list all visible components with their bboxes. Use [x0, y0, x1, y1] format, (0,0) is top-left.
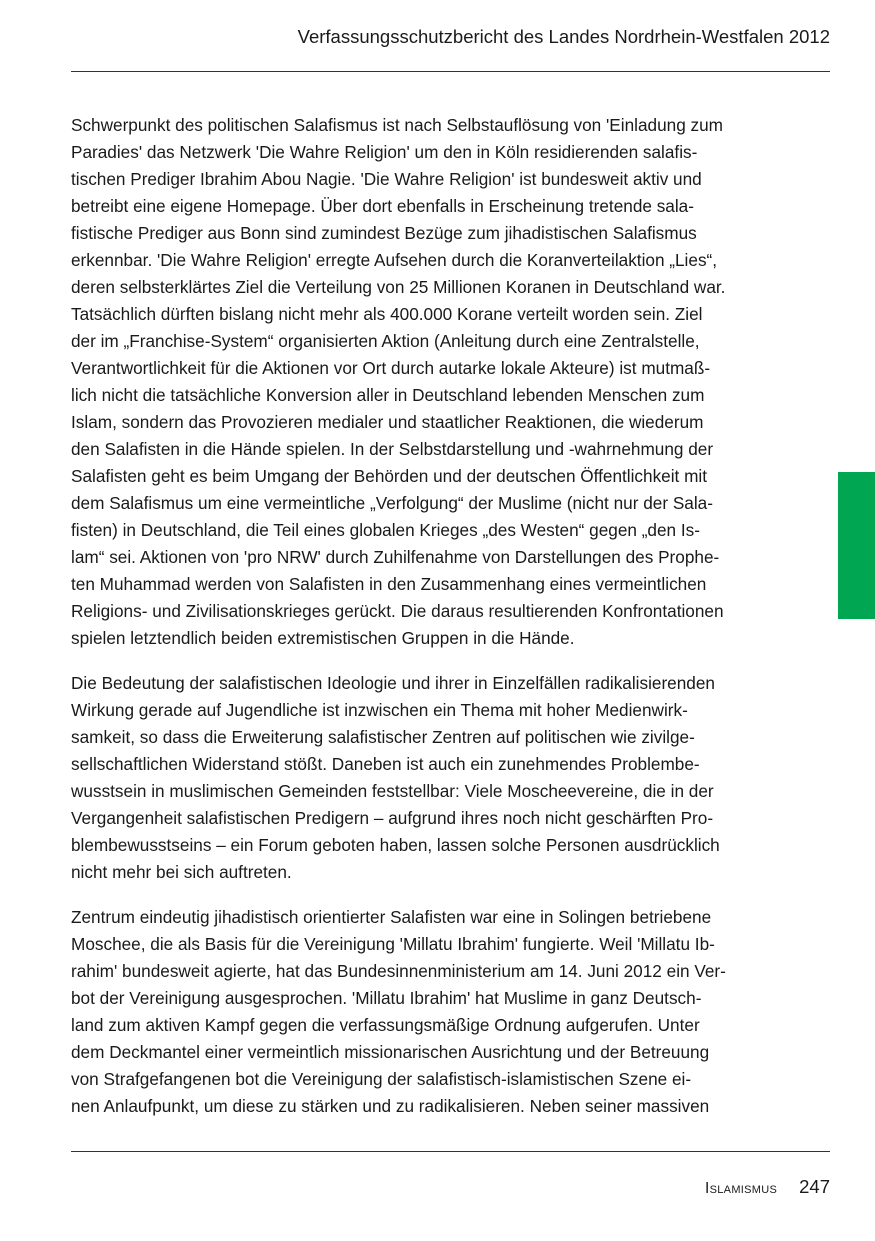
text-line: Paradies' das Netzwerk 'Die Wahre Religion' um den in Köln residierenden salafis-: [71, 142, 698, 162]
text-line: dem Salafismus um eine vermeintliche „Verfolgung“ der Muslime (nicht nur der Sala-: [71, 493, 713, 513]
text-line: den Salafisten in die Hände spielen. In der Selbstdarstellung und -wahrnehmung der: [71, 439, 714, 459]
footer-rule: [71, 1151, 830, 1152]
running-footer: [705, 1176, 830, 1198]
text-line: Moschee, die als Basis für die Vereinigung 'Millatu Ibrahim' fungierte. Weil 'Millatu Ib-: [71, 934, 715, 954]
text-line: nicht mehr bei sich auftreten.: [71, 862, 292, 882]
text-line: tischen Prediger Ibrahim Abou Nagie. 'Die Wahre Religion' ist bundesweit aktiv und: [71, 169, 702, 189]
text-line: lam“ sei. Aktionen von 'pro NRW' durch Zuhilfenahme von Darstellungen des Prophe-: [71, 547, 720, 567]
text-line: Islam, sondern das Provozieren medialer und staatlicher Reaktionen, die wiederum: [71, 412, 704, 432]
body-text: [71, 112, 787, 1138]
text-line: bot der Vereinigung ausgesprochen. 'Millatu Ibrahim' hat Muslime in ganz Deutsch-: [71, 988, 702, 1008]
text-line: erkennbar. 'Die Wahre Religion' erregte Aufsehen durch die Koranverteilaktion „Lies“,: [71, 250, 718, 270]
text-line: Wirkung gerade auf Jugendliche ist inzwischen ein Thema mit hoher Medienwirk-: [71, 700, 688, 720]
section-name: Islamismus: [705, 1180, 778, 1197]
text-line: Die Bedeutung der salafistischen Ideologie und ihrer in Einzelfällen radikalisierenden: [71, 673, 715, 693]
paragraph: [71, 112, 787, 652]
text-line: rahim' bundesweit agierte, hat das Bundesinnenministerium am 14. Juni 2012 ein Ver-: [71, 961, 726, 981]
text-line: Tatsächlich dürften bislang nicht mehr als 400.000 Korane verteilt worden sein. Ziel: [71, 304, 703, 324]
text-line: von Strafgefangenen bot die Vereinigung der salafistisch-islamistischen Szene ei-: [71, 1069, 692, 1089]
text-line: spielen letztendlich beiden extremistischen Gruppen in die Hände.: [71, 628, 575, 648]
chapter-tab-marker: [838, 472, 875, 619]
header-rule: [71, 71, 830, 72]
paragraph: [71, 670, 787, 886]
text-line: samkeit, so dass die Erweiterung salafistischer Zentren auf politischen wie zivilge-: [71, 727, 695, 747]
text-line: Salafisten geht es beim Umgang der Behörden und der deutschen Öffentlichkeit mit: [71, 466, 707, 486]
page-number: 247: [799, 1176, 830, 1197]
text-line: Zentrum eindeutig jihadistisch orientierter Salafisten war eine in Solingen betriebene: [71, 907, 712, 927]
paragraph: [71, 904, 787, 1120]
text-line: sellschaftlichen Widerstand stößt. Daneben ist auch ein zunehmendes Problembe-: [71, 754, 700, 774]
text-line: der im „Franchise-System“ organisierten Aktion (Anleitung durch eine Zentralstelle,: [71, 331, 700, 351]
text-line: Verantwortlichkeit für die Aktionen vor Ort durch autarke lokale Akteure) ist mutmaß-: [71, 358, 711, 378]
text-line: fistische Prediger aus Bonn sind zumindest Bezüge zum jihadistischen Salafismus: [71, 223, 697, 243]
text-line: fisten) in Deutschland, die Teil eines globalen Krieges „des Westen“ gegen „den Is-: [71, 520, 700, 540]
text-line: dem Deckmantel einer vermeintlich missionarischen Ausrichtung und der Betreuung: [71, 1042, 710, 1062]
text-line: wusstsein in muslimischen Gemeinden feststellbar: Viele Moscheevereine, die in der: [71, 781, 714, 801]
text-line: lich nicht die tatsächliche Konversion aller in Deutschland lebenden Menschen zum: [71, 385, 705, 405]
text-line: Vergangenheit salafistischen Predigern – aufgrund ihres noch nicht geschärften Pro-: [71, 808, 714, 828]
text-line: nen Anlaufpunkt, um diese zu stärken und zu radikalisieren. Neben seiner massiven: [71, 1096, 710, 1116]
running-header: Verfassungsschutzbericht des Landes Nordrhein-Westfalen 2012: [297, 26, 830, 47]
text-line: land zum aktiven Kampf gegen die verfassungsmäßige Ordnung aufgerufen. Unter: [71, 1015, 700, 1035]
text-line: blembewusstseins – ein Forum geboten haben, lassen solche Personen ausdrücklich: [71, 835, 720, 855]
text-line: deren selbsterklärtes Ziel die Verteilung von 25 Millionen Koranen in Deutschland war.: [71, 277, 726, 297]
text-line: ten Muhammad werden von Salafisten in den Zusammenhang eines vermeintlichen: [71, 574, 707, 594]
text-line: Schwerpunkt des politischen Salafismus ist nach Selbstauflösung von 'Einladung zum: [71, 115, 724, 135]
text-line: betreibt eine eigene Homepage. Über dort ebenfalls in Erscheinung tretende sala-: [71, 196, 694, 216]
text-line: Religions- und Zivilisationskrieges gerückt. Die daraus resultierenden Konfrontationen: [71, 601, 724, 621]
